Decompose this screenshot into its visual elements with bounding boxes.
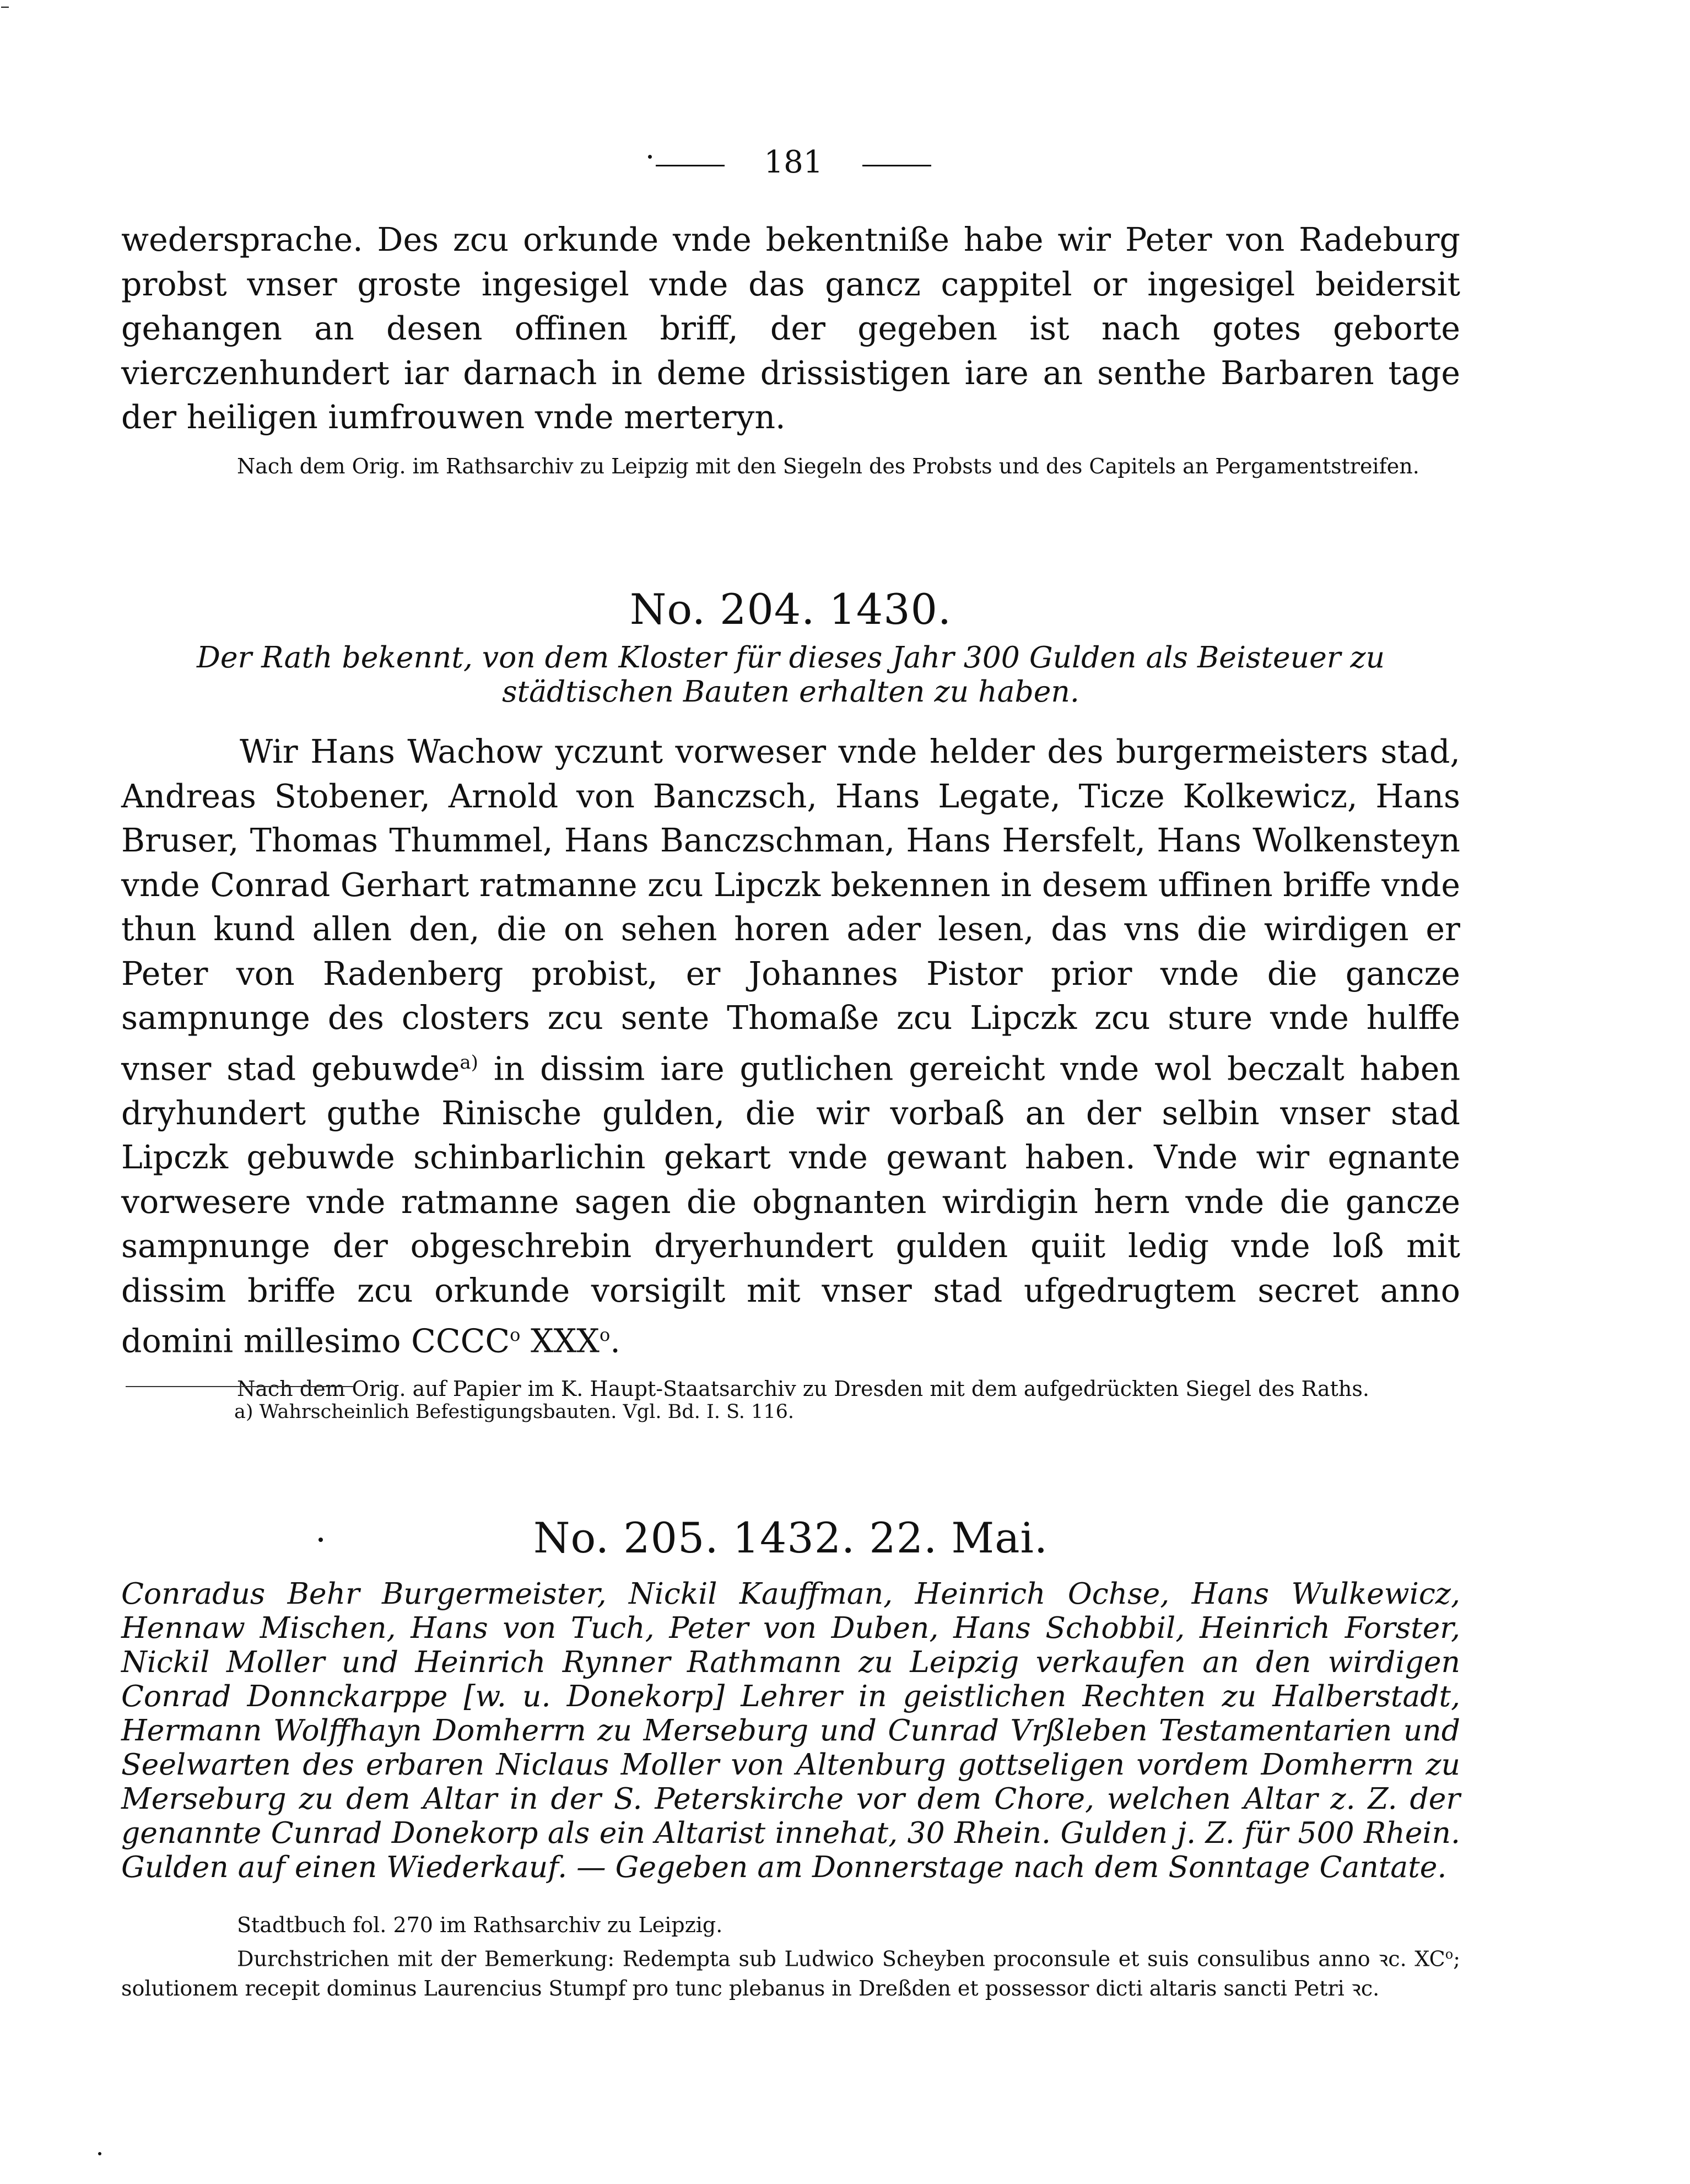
bottom-speck [98,2152,101,2155]
page-header [639,141,948,185]
entry-205-source-note: Stadtbuch fol. 270 im Rathsarchiv zu Leipzig. [237,1913,723,1937]
footnote-section [121,1398,1460,1426]
footnote-marker-a: a) [460,1051,478,1074]
entry-205 [121,1512,1460,2003]
entry-204-summary: Der Rath bekennt, von dem Kloster für dieses Jahr 300 Gulden als Beisteuer zu städtischen Bauten erhalten zu haben. [196,640,1385,709]
corner-tick-mark [1,7,9,8]
entry-204 [121,583,1460,1404]
header-rule-right [862,165,931,166]
entry-204-body [121,730,1460,1363]
entry-205-remark [121,1940,1460,2003]
entry-205-remark-post: ; solutionem recepit dominus Laurencius Stumpf pro tunc plebanus in Dreßden et possessor dicti altaris sancti Petri ꝛc. [121,1946,1460,2000]
continuation-source-note: Nach dem Orig. im Rathsarchiv zu Leipzig mit den Siegeln des Probsts und des Capitels an Pergamentstreifen. [237,454,1419,478]
continuation-section [121,218,1460,481]
entry-205-title: No. 205. 1432. 22. Mai. [533,1513,1048,1562]
entry-204-body-part2: in dissim iare gutlichen gereicht vnde wol beczalt haben dryhundert guthe Rinische gulden, die wir vorbaß an der selbin vnser stad Lipczk gebuwde schinbarlichin gekart vnde gewant haben. Vnde wir egnante vorwesere vnde ratmanne sagen die obgnanten wirdigin hern vnde die gancze sampnunge der obgeschrebin dryerhundert gulden quiit ledig vnde loß mit dissim briffe zcu orkunde vorsigilt mit vnser stad ufgedrugtem secret anno domini millesimo CCCC [121,1050,1460,1360]
header-speck [648,155,652,159]
superscript-o: o [510,1324,521,1345]
superscript-o: o [599,1324,611,1345]
entry-205-remark-pre: Durchstrichen mit der Bemerkung: Redempta sub Ludwico Scheyben proconsule et suis consulibus anno ꝛc. XC [237,1946,1445,1971]
entry-205-summary: Conradus Behr Burgermeister, Nickil Kauffman, Heinrich Ochse, Hans Wulkewicz, Hennaw Mischen, Hans von Tuch, Peter von Duben, Hans Schobbil, Heinrich Forster, Nickil Moller und Heinrich Rynner Rathmann zu Leipzig verkaufen an den wirdigen Conrad Donnckarppe [w. u. Donekorp] Lehrer in geistlichen Rechten zu Halberstadt, Hermann Wolffhayn Domherrn zu Merseburg und Cunrad Vrßleben Testamentarien und Seelwarten des erbaren Niclaus Moller von Altenburg gottseligen vordem Domherrn zu Merseburg zu dem Altar in der S. Peterskirche vor dem Chore, welchen Altar z. Z. der genannte Cunrad Donekorp als ein Altarist innehat, 30 Rhein. Gulden j. Z. für 500 Rhein. Gulden auf einen Wiederkauf. — Gegeben am Donnerstage nach dem Sonntage Cantate. [121,1576,1460,1884]
entry-204-body-part1: Wir Hans Wachow yczunt vorweser vnde helder des burgermeisters stad, Andreas Stobener, Arnold von Banczsch, Hans Legate, Ticze Kolkewicz, Hans Bruser, Thomas Thummel, Hans Banczschman, Hans Hersfelt, Hans Wolkensteyn vnde Conrad Gerhart ratmanne zcu Lipczk bekennen in desem uffinen briffe vnde thun kund allen den, die on sehen horen ader lesen, das vns die wirdigen er Peter von Radenberg probist, er Johannes Pistor prior vnde die gancze sampnunge des closters zcu sente Thomaße zcu Lipczk zcu sture vnde hulffe vnser stad gebuwde [121,733,1460,1087]
superscript-o: o [1445,1946,1454,1962]
entry-204-title: No. 204. 1430. [629,585,952,634]
header-rule-left [656,165,725,166]
entry-204-source-note: Nach dem Orig. auf Papier im K. Haupt-Staatsarchiv zu Dresden mit dem aufgedrückten Siegel des Raths. [237,1377,1369,1401]
continuation-text: wedersprache. Des zcu orkunde vnde bekentniße habe wir Peter von Radeburg probst vnser groste ingesigel vnde das gancz cappitel or ingesigel beidersit gehangen an desen offinen briff, der gegeben ist nach gotes geborte vierczenhundert iar darnach in deme drissistigen iare an senthe Barbaren tage der heiligen iumfrouwen vnde merteryn. [121,221,1460,436]
entry-204-body-end: . [610,1322,620,1360]
footnote-a: a) Wahrscheinlich Befestigungsbauten. Vgl. Bd. I. S. 116. [234,1401,794,1423]
page-number: 181 [764,144,823,180]
entry-204-body-part3: XXX [520,1322,600,1360]
footnote-rule [126,1386,354,1387]
